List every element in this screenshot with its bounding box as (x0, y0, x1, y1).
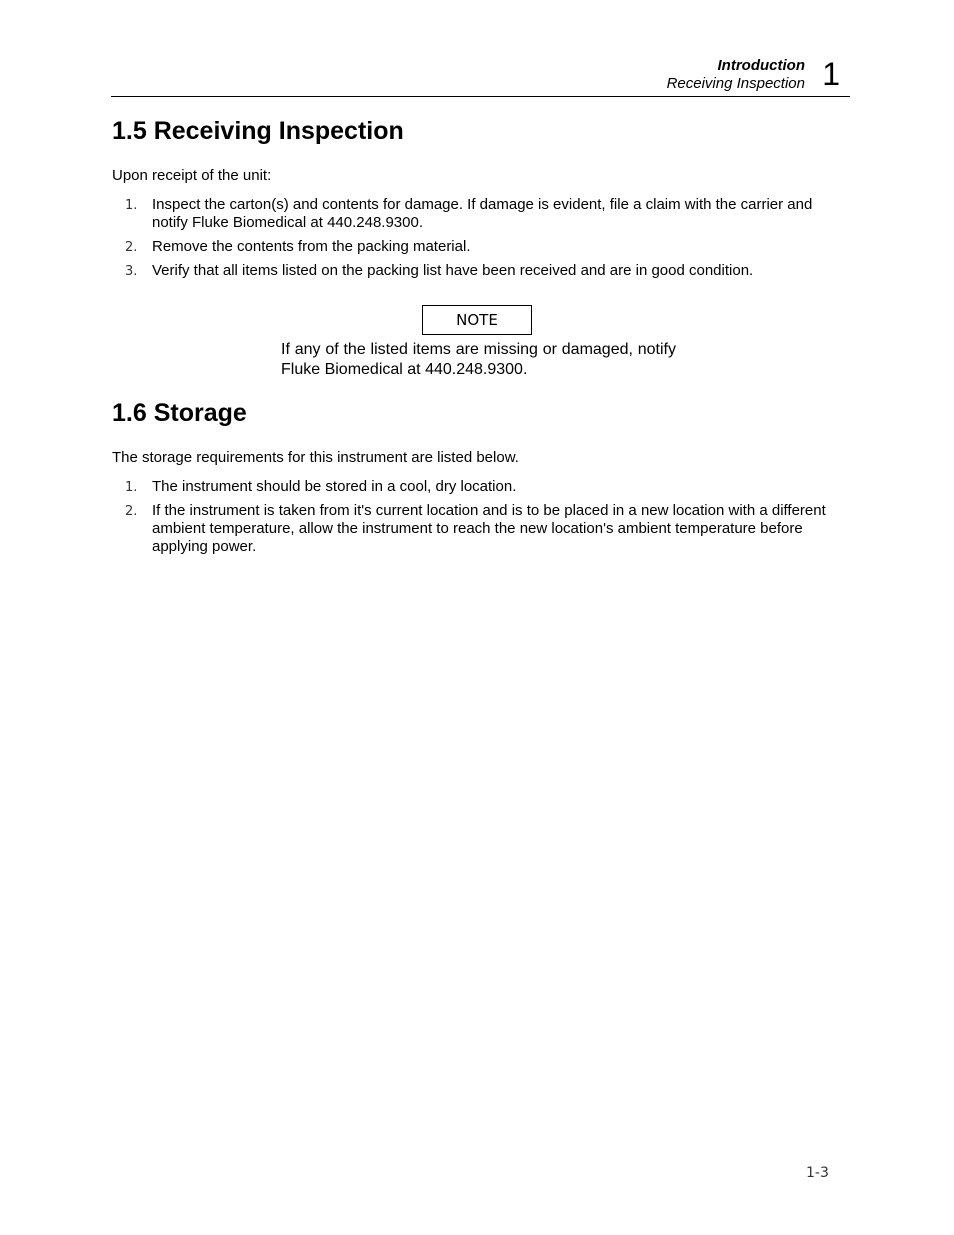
chapter-title: Introduction (717, 57, 805, 74)
heading-storage: 1.6 Storage (112, 399, 247, 427)
list-item-text: Verify that all items listed on the packing list have been received and are in good condition. (152, 262, 754, 279)
page-number: 1-3 (806, 1165, 829, 1181)
heading-receiving-inspection: 1.5 Receiving Inspection (112, 117, 404, 145)
list-item-text: Inspect the carton(s) and contents for damage. If damage is evident, file a claim with the carrier and notify Fluke Biomedical at 440.248.9300. (152, 196, 813, 231)
list-item-number: 3. (125, 264, 138, 279)
receiving-intro: Upon receipt of the unit: (112, 167, 272, 184)
list-item-text: The instrument should be stored in a cool, dry location. (152, 478, 517, 495)
list-item-number: 1. (125, 198, 138, 213)
note-label-box: NOTE (422, 305, 532, 335)
list-item (112, 238, 852, 256)
list-item (112, 478, 852, 496)
section-title: Receiving Inspection (666, 75, 805, 92)
chapter-number: 1 (822, 56, 840, 92)
running-header (111, 56, 850, 97)
list-item-number: 2. (125, 504, 138, 519)
storage-steps-list (112, 478, 852, 556)
list-item-text-continued: applying power. (152, 538, 257, 555)
storage-intro: The storage requirements for this instrument are listed below. (112, 449, 519, 466)
note-text: If any of the listed items are missing or damaged, notify Fluke Biomedical at 440.248.9300. (281, 341, 676, 378)
list-item (112, 196, 852, 232)
receiving-steps-list (112, 196, 852, 280)
running-header-text (667, 57, 805, 93)
list-item-number: 1. (125, 480, 138, 495)
list-item-text: If the instrument is taken from it's current location and is to be placed in a new location with a different ambient temperature, allow the instrument to reach the new location's ambient temperature before (152, 502, 826, 537)
list-item (112, 262, 852, 280)
list-item (112, 502, 852, 556)
list-item-text: Remove the contents from the packing material. (152, 238, 471, 255)
list-item-number: 2. (125, 240, 138, 255)
